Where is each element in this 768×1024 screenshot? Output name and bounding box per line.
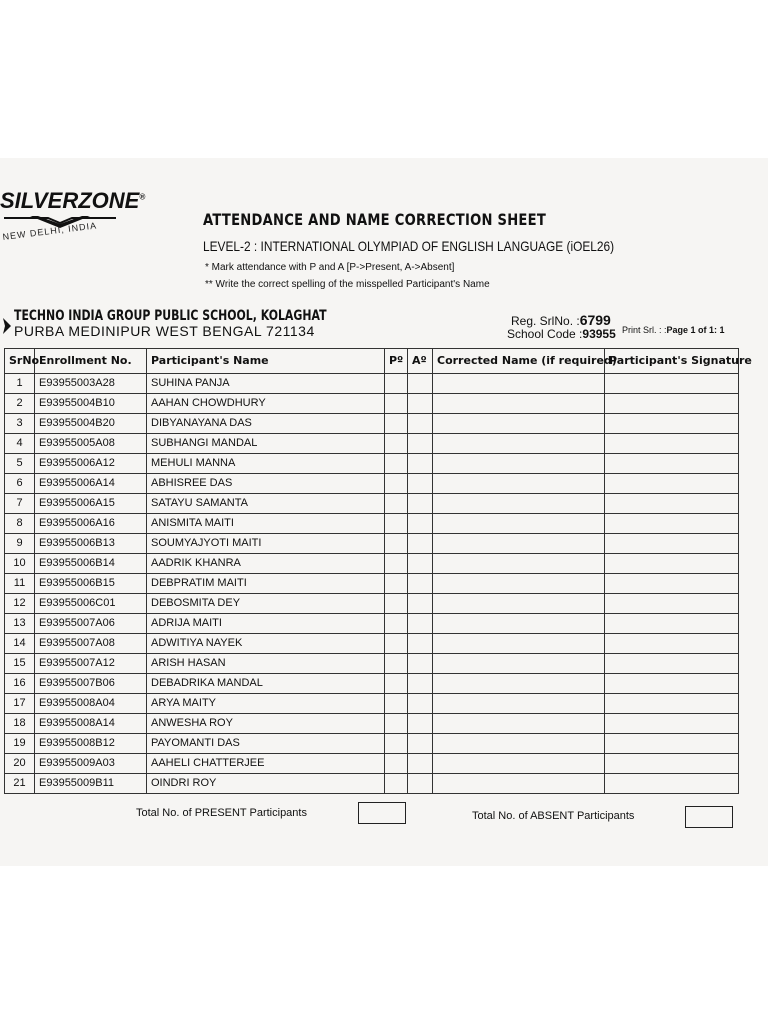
- cell-corrected-name[interactable]: [433, 694, 605, 714]
- cell-absent-mark[interactable]: [408, 774, 433, 794]
- cell-enrollment: E93955007A12: [35, 654, 147, 674]
- cell-enrollment: E93955007A08: [35, 634, 147, 654]
- table-row: [5, 494, 739, 514]
- cell-srno: 4: [5, 434, 35, 454]
- cell-participant-name: SATAYU SAMANTA: [147, 494, 385, 514]
- cell-participant-name: ARYA MAITY: [147, 694, 385, 714]
- cell-corrected-name[interactable]: [433, 774, 605, 794]
- cell-corrected-name[interactable]: [433, 394, 605, 414]
- table-row: [5, 514, 739, 534]
- table-row: [5, 674, 739, 694]
- table-row: [5, 554, 739, 574]
- cell-srno: 17: [5, 694, 35, 714]
- cell-signature[interactable]: [605, 674, 739, 694]
- cell-absent-mark[interactable]: [408, 654, 433, 674]
- cell-srno: 18: [5, 714, 35, 734]
- cell-present-mark[interactable]: [385, 434, 408, 454]
- cell-absent-mark[interactable]: [408, 414, 433, 434]
- cell-corrected-name[interactable]: [433, 574, 605, 594]
- brand-reg-mark: ®: [139, 192, 146, 202]
- cell-participant-name: PAYOMANTI DAS: [147, 734, 385, 754]
- cell-present-mark[interactable]: [385, 454, 408, 474]
- cell-participant-name: MEHULI MANNA: [147, 454, 385, 474]
- cell-signature[interactable]: [605, 514, 739, 534]
- cell-absent-mark[interactable]: [408, 574, 433, 594]
- cell-absent-mark[interactable]: [408, 554, 433, 574]
- col-header-enrollment: Enrollment No.: [35, 349, 147, 374]
- table-row: [5, 574, 739, 594]
- cell-present-mark[interactable]: [385, 634, 408, 654]
- cell-corrected-name[interactable]: [433, 554, 605, 574]
- cell-srno: 8: [5, 514, 35, 534]
- absent-total-box[interactable]: [685, 806, 733, 828]
- cell-srno: 1: [5, 374, 35, 394]
- cell-signature[interactable]: [605, 374, 739, 394]
- cell-enrollment: E93955006C01: [35, 594, 147, 614]
- cell-srno: 15: [5, 654, 35, 674]
- cell-corrected-name[interactable]: [433, 754, 605, 774]
- cell-enrollment: E93955006A12: [35, 454, 147, 474]
- table-header-row: [5, 349, 739, 374]
- cell-srno: 20: [5, 754, 35, 774]
- school-code-label: School Code :: [507, 327, 583, 341]
- cell-enrollment: E93955007A06: [35, 614, 147, 634]
- cell-present-mark[interactable]: [385, 514, 408, 534]
- reg-serial: [511, 312, 611, 328]
- arrow-right-icon: [2, 316, 12, 336]
- cell-participant-name: DEBPRATIM MAITI: [147, 574, 385, 594]
- cell-participant-name: DEBADRIKA MANDAL: [147, 674, 385, 694]
- cell-absent-mark[interactable]: [408, 694, 433, 714]
- cell-participant-name: ANWESHA ROY: [147, 714, 385, 734]
- table-row: [5, 614, 739, 634]
- table-row: [5, 454, 739, 474]
- cell-signature[interactable]: [605, 614, 739, 634]
- cell-enrollment: E93955006A16: [35, 514, 147, 534]
- cell-participant-name: ARISH HASAN: [147, 654, 385, 674]
- table-row: [5, 434, 739, 454]
- cell-corrected-name[interactable]: [433, 674, 605, 694]
- cell-srno: 11: [5, 574, 35, 594]
- cell-absent-mark[interactable]: [408, 534, 433, 554]
- cell-enrollment: E93955004B20: [35, 414, 147, 434]
- silverzone-logo: [0, 188, 146, 258]
- table-row: [5, 414, 739, 434]
- cell-participant-name: ABHISREE DAS: [147, 474, 385, 494]
- cell-enrollment: E93955009A03: [35, 754, 147, 774]
- cell-signature[interactable]: [605, 594, 739, 614]
- cell-corrected-name[interactable]: [433, 454, 605, 474]
- cell-enrollment: E93955003A28: [35, 374, 147, 394]
- cell-present-mark[interactable]: [385, 414, 408, 434]
- school-code: [507, 327, 616, 341]
- cell-signature[interactable]: [605, 634, 739, 654]
- cell-present-mark[interactable]: [385, 494, 408, 514]
- cell-srno: 3: [5, 414, 35, 434]
- table-row: [5, 774, 739, 794]
- absent-total-label: Total No. of ABSENT Participants: [472, 810, 635, 822]
- cell-srno: 9: [5, 534, 35, 554]
- school-address: PURBA MEDINIPUR WEST BENGAL 721134: [14, 323, 315, 339]
- cell-srno: 16: [5, 674, 35, 694]
- cell-enrollment: E93955006B15: [35, 574, 147, 594]
- cell-present-mark[interactable]: [385, 534, 408, 554]
- table-row: [5, 374, 739, 394]
- cell-signature[interactable]: [605, 414, 739, 434]
- cell-signature[interactable]: [605, 434, 739, 454]
- cell-signature[interactable]: [605, 554, 739, 574]
- cell-present-mark[interactable]: [385, 614, 408, 634]
- cell-srno: 7: [5, 494, 35, 514]
- cell-corrected-name[interactable]: [433, 474, 605, 494]
- cell-srno: 19: [5, 734, 35, 754]
- cell-present-mark[interactable]: [385, 674, 408, 694]
- cell-corrected-name[interactable]: [433, 614, 605, 634]
- cell-participant-name: OINDRI ROY: [147, 774, 385, 794]
- col-header-signature: Participant's Signature: [605, 349, 739, 374]
- cell-present-mark[interactable]: [385, 574, 408, 594]
- cell-absent-mark[interactable]: [408, 374, 433, 394]
- table-row: [5, 694, 739, 714]
- cell-corrected-name[interactable]: [433, 634, 605, 654]
- table-row: [5, 594, 739, 614]
- cell-present-mark[interactable]: [385, 474, 408, 494]
- cell-signature[interactable]: [605, 494, 739, 514]
- cell-signature[interactable]: [605, 534, 739, 554]
- cell-srno: 10: [5, 554, 35, 574]
- cell-corrected-name[interactable]: [433, 434, 605, 454]
- cell-corrected-name[interactable]: [433, 654, 605, 674]
- col-header-present: Pº: [385, 349, 408, 374]
- cell-present-mark[interactable]: [385, 594, 408, 614]
- cell-absent-mark[interactable]: [408, 634, 433, 654]
- table-row: [5, 634, 739, 654]
- cell-absent-mark[interactable]: [408, 434, 433, 454]
- cell-signature[interactable]: [605, 754, 739, 774]
- attendance-table: [4, 348, 752, 794]
- cell-signature[interactable]: [605, 734, 739, 754]
- print-serial-label: Print Srl. : :: [622, 325, 667, 335]
- print-serial: [622, 325, 725, 335]
- cell-present-mark[interactable]: [385, 774, 408, 794]
- cell-absent-mark[interactable]: [408, 594, 433, 614]
- cell-enrollment: E93955006A15: [35, 494, 147, 514]
- cell-absent-mark[interactable]: [408, 714, 433, 734]
- cell-present-mark[interactable]: [385, 714, 408, 734]
- cell-signature[interactable]: [605, 654, 739, 674]
- table-row: [5, 734, 739, 754]
- cell-corrected-name[interactable]: [433, 494, 605, 514]
- spelling-note: ** Write the correct spelling of the misspelled Participant's Name: [205, 279, 490, 290]
- cell-participant-name: ANISMITA MAITI: [147, 514, 385, 534]
- cell-participant-name: AAHAN CHOWDHURY: [147, 394, 385, 414]
- cell-srno: 5: [5, 454, 35, 474]
- present-total-label: Total No. of PRESENT Participants: [136, 807, 307, 819]
- cell-participant-name: AAHELI CHATTERJEE: [147, 754, 385, 774]
- exam-subtitle: LEVEL-2 : INTERNATIONAL OLYMPIAD OF ENGLISH LANGUAGE (iOEL26): [203, 238, 615, 254]
- cell-enrollment: E93955006A14: [35, 474, 147, 494]
- cell-absent-mark[interactable]: [408, 754, 433, 774]
- cell-srno: 21: [5, 774, 35, 794]
- cell-srno: 2: [5, 394, 35, 414]
- page-title: ATTENDANCE AND NAME CORRECTION SHEET: [203, 210, 547, 229]
- table-row: [5, 534, 739, 554]
- cell-enrollment: E93955008A04: [35, 694, 147, 714]
- cell-signature[interactable]: [605, 714, 739, 734]
- cell-absent-mark[interactable]: [408, 614, 433, 634]
- cell-present-mark[interactable]: [385, 694, 408, 714]
- cell-absent-mark[interactable]: [408, 394, 433, 414]
- cell-participant-name: SOUMYAJYOTI MAITI: [147, 534, 385, 554]
- cell-signature[interactable]: [605, 394, 739, 414]
- table-row: [5, 754, 739, 774]
- cell-participant-name: AADRIK KHANRA: [147, 554, 385, 574]
- cell-corrected-name[interactable]: [433, 714, 605, 734]
- cell-absent-mark[interactable]: [408, 514, 433, 534]
- cell-corrected-name[interactable]: [433, 414, 605, 434]
- cell-participant-name: DIBYANAYANA DAS: [147, 414, 385, 434]
- table-row: [5, 654, 739, 674]
- school-name: TECHNO INDIA GROUP PUBLIC SCHOOL, KOLAGHAT: [14, 308, 327, 324]
- cell-enrollment: E93955006B14: [35, 554, 147, 574]
- cell-enrollment: E93955006B13: [35, 534, 147, 554]
- cell-srno: 13: [5, 614, 35, 634]
- attendance-note: * Mark attendance with P and A [P->Present, A->Absent]: [205, 262, 455, 273]
- cell-enrollment: E93955008A14: [35, 714, 147, 734]
- cell-corrected-name[interactable]: [433, 514, 605, 534]
- cell-signature[interactable]: [605, 454, 739, 474]
- cell-signature[interactable]: [605, 774, 739, 794]
- cell-absent-mark[interactable]: [408, 474, 433, 494]
- cell-enrollment: E93955009B11: [35, 774, 147, 794]
- table-row: [5, 394, 739, 414]
- cell-enrollment: E93955007B06: [35, 674, 147, 694]
- cell-enrollment: E93955004B10: [35, 394, 147, 414]
- cell-signature[interactable]: [605, 474, 739, 494]
- print-serial-value: Page 1 of 1: 1: [666, 325, 725, 335]
- cell-absent-mark[interactable]: [408, 674, 433, 694]
- cell-enrollment: E93955005A08: [35, 434, 147, 454]
- cell-participant-name: ADRIJA MAITI: [147, 614, 385, 634]
- cell-participant-name: ADWITIYA NAYEK: [147, 634, 385, 654]
- cell-signature[interactable]: [605, 574, 739, 594]
- cell-srno: 12: [5, 594, 35, 614]
- brand-name: SILVERZONE: [0, 188, 140, 213]
- cell-participant-name: SUBHANGI MANDAL: [147, 434, 385, 454]
- cell-present-mark[interactable]: [385, 654, 408, 674]
- cell-present-mark[interactable]: [385, 554, 408, 574]
- cell-absent-mark[interactable]: [408, 734, 433, 754]
- present-total-box[interactable]: [358, 802, 406, 824]
- cell-signature[interactable]: [605, 694, 739, 714]
- reg-serial-value: 6799: [579, 312, 611, 328]
- table-body: [5, 374, 739, 794]
- cell-corrected-name[interactable]: [433, 534, 605, 554]
- table-row: [5, 714, 739, 734]
- col-header-absent: Aº: [408, 349, 433, 374]
- cell-participant-name: DEBOSMITA DEY: [147, 594, 385, 614]
- cell-present-mark[interactable]: [385, 374, 408, 394]
- col-header-srno: SrNo.: [5, 349, 35, 374]
- cell-participant-name: SUHINA PANJA: [147, 374, 385, 394]
- cell-present-mark[interactable]: [385, 394, 408, 414]
- cell-absent-mark[interactable]: [408, 454, 433, 474]
- cell-present-mark[interactable]: [385, 754, 408, 774]
- table-row: [5, 474, 739, 494]
- brand-city: NEW DELHI, INDIA: [2, 220, 98, 242]
- cell-corrected-name[interactable]: [433, 594, 605, 614]
- cell-srno: 6: [5, 474, 35, 494]
- cell-present-mark[interactable]: [385, 734, 408, 754]
- reg-serial-label: Reg. SrlNo. :: [511, 314, 580, 328]
- cell-absent-mark[interactable]: [408, 494, 433, 514]
- col-header-participant-name: Participant's Name: [147, 349, 385, 374]
- cell-srno: 14: [5, 634, 35, 654]
- col-header-corrected-name: Corrected Name (if required): [433, 349, 605, 374]
- cell-corrected-name[interactable]: [433, 734, 605, 754]
- cell-enrollment: E93955008B12: [35, 734, 147, 754]
- school-code-value: 93955: [582, 327, 616, 341]
- cell-corrected-name[interactable]: [433, 374, 605, 394]
